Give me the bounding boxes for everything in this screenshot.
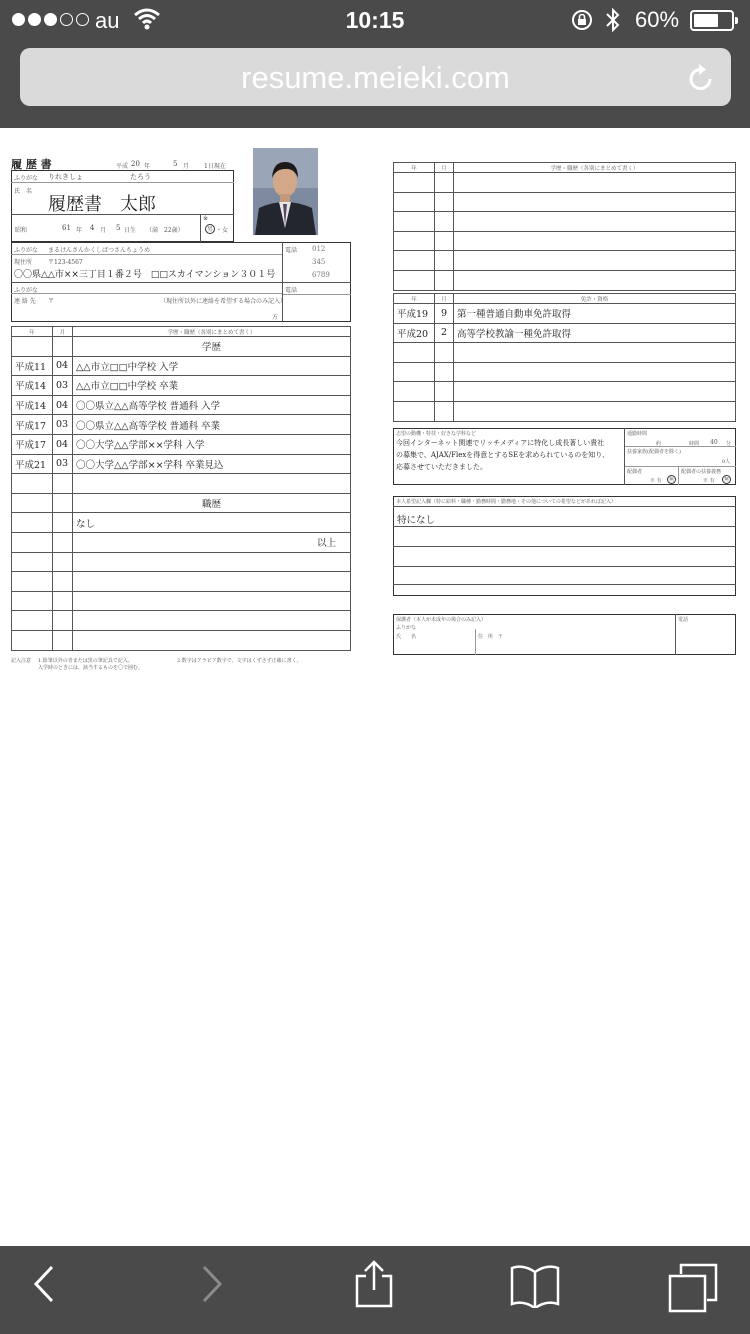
birth-year-unit: 年 xyxy=(76,227,83,234)
commute-about: 約 xyxy=(656,441,662,447)
birth-month-unit: 月 xyxy=(100,227,107,234)
dependents-label: 扶養家族(配偶者を除く) xyxy=(627,449,681,455)
edu-text: △△市立□□中学校 入学 xyxy=(73,356,351,376)
guardian-address: 住 所 〒 xyxy=(478,634,504,640)
address-furigana: まるけんさんかくしばつさんちょうめ xyxy=(48,247,151,254)
spouse-support-no: 無 xyxy=(723,477,729,483)
battery-icon xyxy=(690,10,734,31)
motivation-line-2: の募集で、AJAX/Flexを得意とするSEを求められているのを知り、 xyxy=(396,451,610,459)
motivation-line-1: 今回インターネット関連でリッチメディアに特化し成長著しい貴社 xyxy=(396,439,605,447)
table-row xyxy=(12,454,351,474)
history-col-month: 月 xyxy=(53,327,73,337)
gender-sep: ・ xyxy=(216,227,223,234)
date-era: 平成 xyxy=(116,163,129,170)
commute-label: 通勤時間 xyxy=(627,431,648,437)
history-continued-table xyxy=(393,162,736,291)
history-col-year: 年 xyxy=(12,327,53,337)
edu-year: 平成17 xyxy=(12,434,53,454)
edu-text: 〇〇大学△△学部××学科 入学 xyxy=(73,434,351,454)
table-row xyxy=(394,304,736,324)
postal-code: 〒123-4567 xyxy=(48,259,83,266)
education-header: 学歴 xyxy=(73,337,351,357)
license-text: 高等学校教諭一種免許取得 xyxy=(454,323,736,343)
note-1b: 入学時のときには、該当するものを〇で囲む。 xyxy=(38,665,144,671)
date-month: 5 xyxy=(173,160,178,168)
commute-hours-unit: 時間 xyxy=(689,441,700,447)
history-col-title: 学歴・職歴（各別にまとめて書く） xyxy=(73,327,351,337)
battery-percentage: 60% xyxy=(635,7,680,32)
guardian-furigana: ふりがな xyxy=(396,625,417,631)
edu-text: 〇〇大学△△学部××学科 卒業見込 xyxy=(73,454,351,474)
edu-year: 平成21 xyxy=(12,454,53,474)
edu-month: 03 xyxy=(53,454,73,474)
table-row xyxy=(12,434,351,454)
birth-year: 61 xyxy=(62,224,71,232)
reload-icon[interactable] xyxy=(687,62,715,92)
date-year-unit: 年 xyxy=(144,163,151,170)
tabs-icon[interactable] xyxy=(667,1262,719,1314)
birth-month: 4 xyxy=(90,224,95,232)
address-bar[interactable] xyxy=(20,48,731,106)
date-suffix: 1日現在 xyxy=(204,163,226,170)
url-text[interactable]: resume.meieki.com xyxy=(241,60,510,95)
edu-year: 平成11 xyxy=(12,356,53,376)
wishes-value: 特になし xyxy=(397,515,436,526)
spouse-support-yes: ※ 有 xyxy=(703,478,715,484)
status-bar xyxy=(0,0,750,40)
phone-part-1: 012 xyxy=(312,245,326,253)
bookmarks-icon[interactable] xyxy=(509,1264,561,1308)
contact-kata: 方 xyxy=(272,314,279,321)
forward-icon[interactable] xyxy=(200,1264,224,1304)
commute-minutes-unit: 分 xyxy=(726,441,732,447)
date-year: 20 xyxy=(131,160,140,168)
back-icon[interactable] xyxy=(32,1264,56,1304)
status-time: 10:15 xyxy=(345,7,405,33)
address-value: 〇〇県△△市××三丁目１番２号 □□スカイマンション３０１号 xyxy=(14,270,276,280)
table-row xyxy=(12,395,351,415)
edu-text: 〇〇県立△△高等学校 普通科 卒業 xyxy=(73,415,351,435)
resume-title: 履 歴 書 xyxy=(11,158,52,171)
phone-part-2: 345 xyxy=(312,258,326,266)
resume-document xyxy=(0,128,750,688)
table-row xyxy=(12,415,351,435)
edu-month: 04 xyxy=(53,434,73,454)
license-month: 2 xyxy=(435,323,454,343)
carrier-name: au xyxy=(95,8,120,33)
edu-month: 03 xyxy=(53,415,73,435)
spouse-support-label: 配偶者の扶養義務 xyxy=(681,469,722,475)
table-row xyxy=(394,323,736,343)
contact-phone-label: 電話 xyxy=(285,287,298,294)
phone-label: 電話 xyxy=(285,247,298,254)
work-header: 職歴 xyxy=(73,493,351,513)
contact-postal: 〒 xyxy=(48,298,55,305)
name-furigana-given: たろう xyxy=(130,173,151,181)
edu-month: 03 xyxy=(53,376,73,396)
licenses-table xyxy=(393,293,736,422)
edu-year: 平成17 xyxy=(12,415,53,435)
name-label: 氏 名 xyxy=(14,188,33,195)
name-furigana-family: りれきしょ xyxy=(48,173,83,181)
address-furigana-label: ふりがな xyxy=(14,247,39,254)
work-none: なし xyxy=(73,513,351,533)
history-table xyxy=(11,326,351,651)
commute-minutes: 40 xyxy=(710,439,718,446)
note-2: 2.数字はアラビア数字で、文字はくずさず正確に書く。 xyxy=(177,658,302,664)
bluetooth-icon xyxy=(604,7,622,33)
applicant-photo xyxy=(253,148,318,235)
browser-header xyxy=(0,40,750,128)
history2-col-month: 月 xyxy=(435,163,454,173)
birth-day-unit: 日生 xyxy=(124,227,137,234)
gender-male: 男 xyxy=(206,226,213,233)
table-row xyxy=(12,376,351,396)
contact-furigana-label: ふりがな xyxy=(14,287,39,294)
motivation-label: 志望の動機・特技・好きな学科など xyxy=(396,431,477,437)
edu-year: 平成14 xyxy=(12,376,53,396)
spouse-yes: ※ 有 xyxy=(650,478,662,484)
gender-note: ※ xyxy=(203,215,209,222)
name-furigana-label: ふりがな xyxy=(14,175,39,182)
edu-text: 〇〇県立△△高等学校 普通科 入学 xyxy=(73,395,351,415)
guardian-label: 保護者（本人が未成年の場合のみ記入） xyxy=(396,617,487,623)
table-row xyxy=(12,356,351,376)
guardian-name: 氏 名 xyxy=(396,634,417,640)
license-year: 平成20 xyxy=(394,323,435,343)
browser-toolbar xyxy=(0,1246,750,1334)
edu-year: 平成14 xyxy=(12,395,53,415)
note-1a: 1.鉛筆以外の青または黒の筆記具で記入。 xyxy=(38,658,133,664)
spouse-label: 配偶者 xyxy=(627,469,643,475)
history2-col-year: 年 xyxy=(394,163,435,173)
license-month: 9 xyxy=(435,304,454,324)
spouse-no: 無 xyxy=(668,477,674,483)
wishes-label: 本人希望記入欄（特に給料・職種・勤務時間・勤務地・その他についての希望などがあれば記入） xyxy=(396,499,616,505)
birth-era: 昭和 xyxy=(15,227,28,234)
guardian-phone: 電話 xyxy=(678,617,689,623)
license-col-month: 月 xyxy=(435,294,454,304)
dependents-value: 0人 xyxy=(722,459,731,465)
history2-col-title: 学歴・職歴（各別にまとめて書く） xyxy=(454,163,736,173)
share-icon[interactable] xyxy=(353,1260,395,1308)
work-end: 以上 xyxy=(73,532,351,552)
birth-age: （満 22歳） xyxy=(146,227,184,234)
full-name: 履歴書 太郎 xyxy=(48,194,156,215)
date-month-unit: 月 xyxy=(183,163,190,170)
license-col-year: 年 xyxy=(394,294,435,304)
notes-label: 記入注意 xyxy=(11,658,32,664)
contact-note: （現住所以外に連絡を希望する場合のみ記入） xyxy=(160,298,287,305)
address-label: 現住所 xyxy=(14,259,33,266)
license-year: 平成19 xyxy=(394,304,435,324)
phone-part-3: 6789 xyxy=(312,271,330,279)
edu-text: △△市立□□中学校 卒業 xyxy=(73,376,351,396)
rotation-lock-icon xyxy=(570,9,594,31)
gender-female: 女 xyxy=(222,227,229,234)
birth-day: 5 xyxy=(116,224,121,232)
edu-month: 04 xyxy=(53,395,73,415)
contact-label: 連 絡 先 xyxy=(14,298,36,305)
license-col-title: 免許・資格 xyxy=(454,294,736,304)
edu-month: 04 xyxy=(53,356,73,376)
motivation-line-3: 応募させていただきました。 xyxy=(396,463,487,471)
license-text: 第一種普通自動車免許取得 xyxy=(454,304,736,324)
